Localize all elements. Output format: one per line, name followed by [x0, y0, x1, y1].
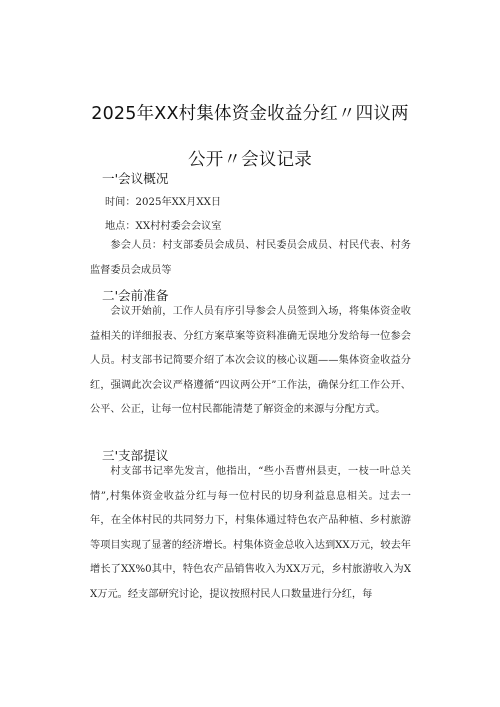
meeting-attendees: 参会人员：村支部委员会成员、村民委员会成员、村民代表、村务监督委员会成员等 [90, 240, 411, 276]
document-title-line-1: 2025年XX村集体资金收益分红〃四议两 [91, 104, 409, 124]
section-heading-proposal: 三'支部提议 [102, 448, 169, 463]
proposal-paragraph: 村支部书记率先发言，他指出，“些小吾曹州县吏，一枝一叶总关情”,村集体资金收益分红与每一位村民的切身利益息息相关。过去一年，在全体村民的共同努力下，村集体通过特色农产品种植、乡村旅游等项目实现了显著的经济增长。村集体资金总收入达到XX万元，较去年增长了XX%0其中，特色农产品销售收入为XX万元，乡村旅游收入为XX万元。经支部研究讨论，提议按照村民人口数量进行分红，每 [90, 466, 411, 600]
meeting-place: 地点：XX村村委会会议室 [105, 221, 222, 232]
section-heading-preparation: 二'会前准备 [102, 288, 169, 303]
section-heading-overview: 一'会议概况 [102, 171, 169, 186]
preparation-paragraph: 会议开始前，工作人员有序引导参会人员签到入场，将集体资金收益相关的详细报表、分红方案草案等资料准确无误地分发给每一位参会人员。村支部书记简要介绍了本次会议的核心议题——集体资金收益分红，强调此次会议严格遵循“四议两公开”工作法，确保分红工作公开、公平、公正，让每一位村民都能清楚了解资金的来源与分配方式。 [90, 306, 411, 416]
document-title-line-2: 公开〃会议记录 [188, 150, 312, 170]
meeting-time: 时间：2025年XX月XX日 [105, 197, 222, 208]
